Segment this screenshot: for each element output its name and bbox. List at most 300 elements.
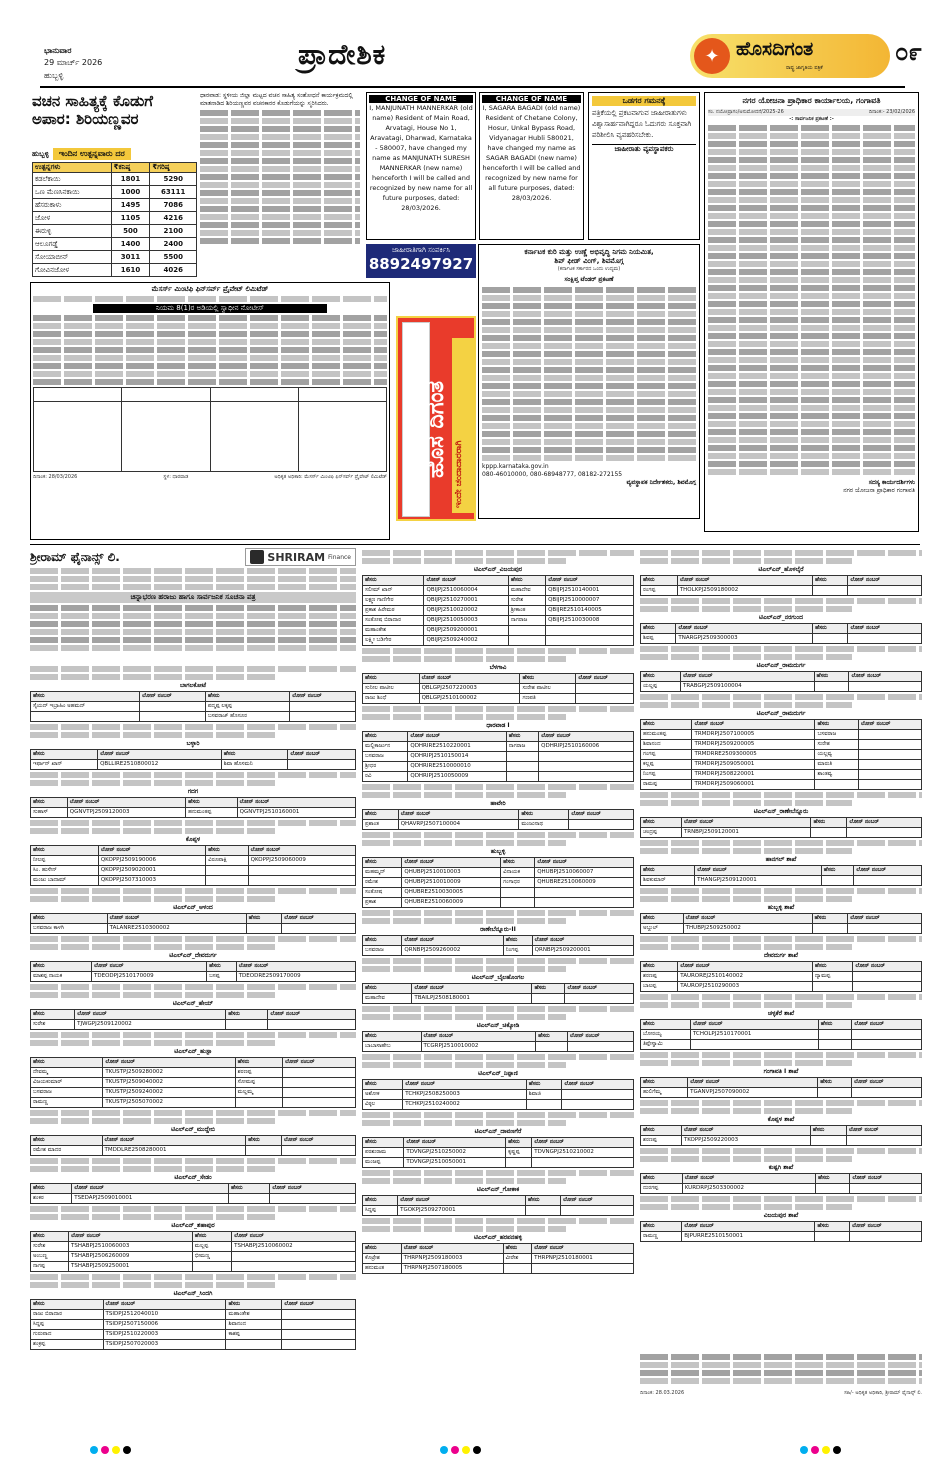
loan-cell: ಸಿಂ. ಹುಸೇನ್ bbox=[31, 866, 99, 876]
loan-cell: ಮಂಜು ಬಾದಾಮ್ bbox=[31, 876, 99, 886]
loan-header: ಲೋನ್ ನಂಬರ್ bbox=[290, 692, 356, 702]
loan-cell: ರಾಮಣ್ಣ bbox=[31, 1098, 103, 1108]
table-row bbox=[363, 1158, 634, 1168]
loan-header: ಲೋನ್ ನಂಬರ್ bbox=[681, 1126, 810, 1136]
loan-header: ಹೆಸರು bbox=[363, 936, 402, 946]
tender-sub: (ಕರ್ನಾಟಕ ಸರ್ಕಾರದ ಒಂದು ಉದ್ಯಮ) bbox=[557, 266, 621, 272]
table-row bbox=[641, 982, 922, 992]
table-row bbox=[31, 1330, 356, 1340]
loan-cell bbox=[812, 586, 847, 596]
loan-table bbox=[30, 1009, 356, 1030]
loan-cell: ಶಿವಕುಮಾರ್ bbox=[641, 876, 695, 886]
loan-header: ಹೆಸರು bbox=[207, 962, 237, 972]
loan-cell: ಶರಣಪ್ಪ bbox=[641, 1136, 682, 1146]
branch-name: ಟಿಎಲ್ಎನ್_ನರಗುಂದ bbox=[759, 614, 803, 621]
shriram-date: ದಿನಾಂಕ: 28.03.2026 bbox=[640, 1390, 685, 1396]
branch-section bbox=[640, 1052, 922, 1098]
market-cell: ಹೆಸರುಕಾಳು bbox=[33, 199, 112, 212]
table-row bbox=[31, 712, 356, 722]
loan-cell: QHUBRE2510060009 bbox=[535, 878, 634, 888]
loan-header: ಲೋನ್ ನಂಬರ್ bbox=[107, 914, 246, 924]
loan-cell: ಮಹಾದೇವ bbox=[363, 994, 412, 1004]
branch-section bbox=[640, 646, 922, 692]
loan-cell: TSIDPJ2507020003 bbox=[103, 1340, 226, 1350]
branch-section bbox=[362, 1218, 634, 1274]
loan-cell: QDHRIRE2510000010 bbox=[408, 762, 506, 772]
loan-header: ಲೋನ್ ನಂಬರ್ bbox=[67, 798, 185, 808]
loan-cell: QHUBRE2510030005 bbox=[402, 888, 501, 898]
loan-table bbox=[640, 719, 922, 790]
loan-cell bbox=[506, 762, 538, 772]
table-row bbox=[641, 730, 922, 740]
section-title: ಪ್ರಾದೇಶಿಕ bbox=[298, 38, 387, 71]
shriram-notice: ಚಿನ್ನಾಭರಣ ಹರಾಜು ಹಾಗೂ ಸಾರ್ವಜನಿಕ ಸೂಚನಾ ಪತ್ರ bbox=[30, 592, 356, 603]
loan-cell bbox=[850, 1184, 922, 1194]
page-number: ೦೯ bbox=[895, 38, 922, 66]
loan-header: ಹೆಸರು bbox=[818, 1020, 852, 1030]
loan-cell: QHUBPJ2510010009 bbox=[402, 878, 501, 888]
market-cell: 1801 bbox=[111, 173, 150, 186]
loan-cell bbox=[810, 1136, 846, 1146]
loan-header: ಹೆಸರು bbox=[812, 576, 847, 586]
loan-cell: ಸಿದ್ದಪ್ಪ bbox=[31, 1320, 104, 1330]
loan-cell: KURDRPJ2503300002 bbox=[682, 1184, 815, 1194]
table-row bbox=[31, 1252, 356, 1262]
loan-header: ಲೋನ್ ನಂಬರ್ bbox=[852, 1020, 922, 1030]
table-row bbox=[641, 740, 922, 750]
table-row bbox=[641, 1088, 922, 1098]
market-cell: 5290 bbox=[150, 173, 197, 186]
loan-cell bbox=[206, 876, 249, 886]
loan-cell: TRMDRRE2509300005 bbox=[692, 750, 815, 760]
loan-cell: ಭೀಮಣ್ಣ bbox=[192, 1252, 231, 1262]
loan-header: ಹೆಸರು bbox=[226, 1010, 268, 1020]
loan-cell: ಸುರೇಶ bbox=[508, 596, 545, 606]
branch-name: ಟಿಎಲ್ಎನ್_ಚಿಕ್ಕೋಡಿ bbox=[476, 1022, 520, 1029]
color-registration-left bbox=[90, 1446, 131, 1454]
loan-header: ಲೋನ್ ನಂಬರ್ bbox=[846, 1126, 921, 1136]
branch-section bbox=[30, 984, 356, 1030]
branch-name: ರಾಣೇಬೆನ್ನೂರು-II bbox=[480, 926, 516, 933]
loan-cell: ಶಿವಾಜಿ bbox=[526, 1090, 562, 1100]
loan-cell: QBLGPJ2510100002 bbox=[419, 694, 520, 704]
table-row bbox=[641, 760, 922, 770]
market-row bbox=[33, 251, 197, 264]
loan-cell: ಶಿವಾನಂದ bbox=[226, 1320, 282, 1330]
loan-header: ಹೆಸರು bbox=[815, 1174, 849, 1184]
loan-cell: TCHKPJ2508250003 bbox=[403, 1090, 526, 1100]
loan-cell: ಮಲ್ಲಿಕಾರ್ಜುನ bbox=[363, 742, 408, 752]
table-row bbox=[363, 898, 634, 908]
loan-cell bbox=[814, 682, 849, 692]
loan-cell: QBIJPJ2510000007 bbox=[546, 596, 634, 606]
loan-cell: ಸಲೀಮ್ ಖಾನ್ bbox=[363, 586, 424, 596]
loan-header: ಹೆಸರು bbox=[501, 858, 535, 868]
ad-contact-label: ಜಾಹೀರಾತಿಗಾಗಿ ಸಂಪರ್ಕಿಸಿ bbox=[391, 246, 451, 254]
loan-cell: QDHRIPJ2510160006 bbox=[539, 742, 634, 752]
loan-cell: ದೇವಮ್ಮ bbox=[31, 1068, 103, 1078]
loan-table bbox=[30, 749, 356, 770]
loan-header: ಲೋನ್ ನಂಬರ್ bbox=[103, 1300, 226, 1310]
market-cell: ಒಣ ಮೆಣಸಿನಕಾಯಿ bbox=[33, 186, 112, 199]
loan-cell: ರಂಗಪ್ಪ bbox=[641, 586, 678, 596]
table-row bbox=[641, 634, 922, 644]
loan-cell: ಬಸವರಾಜ bbox=[363, 752, 408, 762]
table-row bbox=[363, 820, 634, 830]
loan-cell bbox=[815, 1184, 849, 1194]
branch-section bbox=[30, 936, 356, 982]
loan-cell: QKOPPJ2509060009 bbox=[248, 856, 355, 866]
loan-header: ಹೆಸರು bbox=[506, 1138, 532, 1148]
loan-header: ಲೋನ್ ನಂಬರ್ bbox=[72, 1184, 229, 1194]
loan-header: ಲೋನ್ ನಂಬರ್ bbox=[692, 720, 815, 730]
masthead-date: 29 ಮಾರ್ಚ್ 2026 bbox=[44, 58, 103, 67]
loan-header: ಲೋನ್ ನಂಬರ್ bbox=[424, 576, 508, 586]
loan-cell: QBIJPJ2510020002 bbox=[424, 606, 508, 616]
loan-header: ಲೋನ್ ನಂಬರ್ bbox=[282, 1300, 356, 1310]
loan-header: ಹೆಸರು bbox=[503, 936, 532, 946]
branch-name: ಟಿಎಲ್ಎನ್_ದೇವದುರ್ಗ bbox=[169, 952, 217, 959]
loan-header: ಲೋನ್ ನಂಬರ್ bbox=[853, 962, 922, 972]
loan-table bbox=[640, 623, 922, 644]
table-row bbox=[363, 888, 634, 898]
table-row bbox=[31, 972, 356, 982]
loan-cell: TGOKPJ2509270001 bbox=[398, 1206, 526, 1216]
table-row bbox=[641, 1040, 922, 1050]
con2-text: I, SAGARA BAGADI (old name) Resident of Chetane Colony, Hosur, Unkal Bypass Road, Vidyanagar Hubli 580021, have changed my name as SAGAR BAGADI (new name) henceforth I will be called and recognized by new name for all future purposes, dated: 28/03/2026. bbox=[482, 104, 581, 202]
loan-cell bbox=[226, 1340, 282, 1350]
loan-cell: TKUSTPJ2509240002 bbox=[103, 1088, 235, 1098]
loan-header: ಹೆಸರು bbox=[815, 720, 858, 730]
mitti-company: ಮೆಸರ್ಸ್ ಮಿಂಟಿಫಿ ಫಿನ್‌ಸರ್ವ್ ಪ್ರೈವೇಟ್ ಲಿಮಿಟೆಡ್ bbox=[151, 285, 269, 293]
market-cell: 1495 bbox=[111, 199, 150, 212]
loan-cell bbox=[569, 820, 634, 830]
table-row bbox=[641, 750, 922, 760]
loan-header: ಲೋನ್ ನಂಬರ್ bbox=[237, 798, 355, 808]
table-row bbox=[363, 1100, 634, 1110]
branch-name: ಟಿಎಲ್ಎನ್_ರಾಮದುರ್ಗ bbox=[756, 710, 806, 717]
branch-section bbox=[362, 1112, 634, 1168]
loan-cell: ಇರ್ಫಾನ್ ಖಾನ್ bbox=[31, 760, 98, 770]
loan-header: ಹೆಸರು bbox=[31, 914, 108, 924]
loan-header: ಹೆಸರು bbox=[31, 1300, 104, 1310]
table-row bbox=[31, 808, 356, 818]
loan-cell bbox=[508, 636, 545, 646]
table-row bbox=[641, 1184, 922, 1194]
loan-cell: BJPURRE2510150001 bbox=[682, 1232, 815, 1242]
color-registration-right bbox=[800, 1446, 841, 1454]
loan-cell: ಬಸವರಾಜ bbox=[363, 946, 402, 956]
ad-contact-phone: 8892497927 bbox=[368, 255, 474, 273]
loan-header: ಲೋನ್ ನಂಬರ್ bbox=[576, 674, 634, 684]
loan-cell: ಪರಶುರಾಮ bbox=[363, 1148, 404, 1158]
loan-header: ಹೆಸರು bbox=[641, 1174, 683, 1184]
market-cell: ಆಲೂಗಡ್ಡೆ bbox=[33, 238, 112, 251]
loan-cell: TMDDLRE2508280001 bbox=[102, 1146, 246, 1156]
town-planning-notice bbox=[704, 92, 919, 532]
loan-table bbox=[30, 1135, 356, 1156]
loan-cell: THANGPJ2509120001 bbox=[695, 876, 822, 886]
loan-header: ಹೆಸರು bbox=[503, 1244, 532, 1254]
loan-table bbox=[640, 1221, 922, 1242]
loan-cell bbox=[853, 972, 922, 982]
table-row bbox=[363, 1206, 634, 1216]
shriram-logo: SHRIRAM bbox=[267, 550, 326, 564]
loan-cell: ಬಸವರಾಜ್ ಹೊಸೂರ bbox=[205, 712, 289, 722]
loan-cell: ಸಂತೋಷ bbox=[363, 888, 402, 898]
loan-cell: ನಿಂಗಪ್ಪ bbox=[503, 946, 532, 956]
con1-heading: CHANGE OF NAME bbox=[369, 95, 473, 103]
loan-cell: ಅಬ್ದುಲ್ bbox=[641, 924, 684, 934]
market-row bbox=[33, 186, 197, 199]
loan-cell: TCHOLPJ2510170001 bbox=[690, 1030, 818, 1040]
table-row bbox=[641, 1136, 922, 1146]
branch-section bbox=[30, 820, 356, 886]
loan-cell: ಶಾಂತವ್ವ bbox=[815, 770, 858, 780]
loan-cell: THUBPJ2509250002 bbox=[683, 924, 812, 934]
shriram-header bbox=[30, 548, 356, 666]
table-row bbox=[31, 1340, 356, 1350]
branch-name: ಟಿಎಲ್ಎನ್_ಹೊಳಲ್ಕೆರೆ bbox=[758, 566, 804, 573]
loan-header: ಲೋನ್ ನಂಬರ್ bbox=[677, 576, 812, 586]
loan-cell bbox=[290, 702, 356, 712]
branch-section bbox=[30, 888, 356, 934]
loan-cell: QRNBPJ2509200001 bbox=[532, 946, 633, 956]
table-row bbox=[363, 1148, 634, 1158]
loan-cell: ದುರಗಪ್ಪ bbox=[641, 1184, 683, 1194]
loan-header: ಹೆಸರು bbox=[31, 1184, 72, 1194]
loan-cell: TSHABPJ2510060002 bbox=[232, 1242, 356, 1252]
loan-cell: ಮಹಾದೇವ bbox=[508, 586, 545, 596]
loan-header: ಲೋನ್ ನಂಬರ್ bbox=[539, 732, 634, 742]
loan-header: ಹೆಸರು bbox=[363, 1196, 398, 1206]
table-row bbox=[641, 586, 922, 596]
loan-cell bbox=[226, 1020, 268, 1030]
loan-cell: ವೀರೇಶ bbox=[503, 1254, 532, 1264]
possession-notice bbox=[30, 282, 390, 540]
loan-cell: ರಾಮಣ್ಣ bbox=[641, 1232, 682, 1242]
loan-header: ಹೆಸರು bbox=[641, 720, 692, 730]
loan-table bbox=[640, 817, 922, 838]
loan-cell: QDHRIPJ2510050009 bbox=[408, 772, 506, 782]
loan-cell: TRNBPJ2509120001 bbox=[681, 828, 811, 838]
market-cell: 1000 bbox=[111, 186, 150, 199]
loan-cell bbox=[849, 1232, 921, 1242]
table-row bbox=[31, 1068, 356, 1078]
loan-cell: TKUSTPJ2505070002 bbox=[103, 1098, 235, 1108]
loan-header: ಲೋನ್ ನಂಬರ್ bbox=[398, 810, 519, 820]
loan-cell bbox=[818, 1088, 852, 1098]
table-row bbox=[363, 694, 634, 704]
loan-cell: TSIDPJ2512040010 bbox=[103, 1310, 226, 1320]
loan-cell: TKUSTPJ2509280002 bbox=[103, 1068, 235, 1078]
loan-header: ಹೆಸರು bbox=[31, 1232, 69, 1242]
loan-cell bbox=[508, 626, 545, 636]
loan-cell: ನಾಗರಾಜ bbox=[506, 742, 538, 752]
loan-cell bbox=[503, 1264, 532, 1274]
table-row bbox=[31, 702, 356, 712]
loan-header: ಲೋನ್ ನಂಬರ್ bbox=[102, 1136, 246, 1146]
loan-cell: TSHABPJ2509250001 bbox=[68, 1262, 192, 1272]
table-row bbox=[363, 636, 634, 646]
table-row bbox=[363, 1042, 634, 1052]
loan-cell bbox=[815, 1232, 850, 1242]
loan-header: ಹೆಸರು bbox=[363, 732, 408, 742]
loan-cell: QHUBPJ2510060007 bbox=[535, 868, 634, 878]
loan-cell: ರಾಮಪ್ಪ bbox=[641, 780, 692, 790]
table-row bbox=[641, 1232, 922, 1242]
loan-header: ಹೆಸರು bbox=[363, 1244, 402, 1254]
loan-cell bbox=[811, 828, 847, 838]
branch-name: ಕುಷ್ಟಗಿ ಶಾಖೆ bbox=[768, 1164, 794, 1171]
loan-cell bbox=[248, 876, 355, 886]
loan-header: ಲೋನ್ ನಂಬರ್ bbox=[232, 1232, 356, 1242]
section-divider bbox=[30, 544, 920, 545]
loan-table bbox=[30, 1299, 356, 1350]
branch-section bbox=[362, 832, 634, 908]
ad-subscribe: ಇಂದೇ ಚಂದಾದಾರರಾಗಿ bbox=[454, 440, 464, 508]
loan-cell bbox=[848, 586, 922, 596]
loan-cell: ಪದ್ಮಪ್ಪ ಲಕ್ಕಪ್ಪ bbox=[205, 702, 289, 712]
paper-logo-bar bbox=[690, 34, 890, 78]
loan-table bbox=[30, 1183, 356, 1204]
loan-cell bbox=[546, 626, 634, 636]
loan-cell bbox=[235, 1098, 282, 1108]
loan-cell bbox=[283, 1098, 356, 1108]
tender-site[interactable]: kppp.karnataka.gov.in bbox=[482, 463, 549, 470]
tp-title: ನಗರ ಯೋಜನಾ ಪ್ರಾಧಿಕಾರ ಕಾರ್ಯಾಲಯ, ಗಂಗಾವತಿ bbox=[742, 96, 881, 105]
loan-header: ಹೆಸರು bbox=[31, 692, 140, 702]
loan-cell: ನಾಗರಾಜ bbox=[508, 616, 545, 626]
loan-cell: ಬಾಬಾಸಾಹೇಬ bbox=[363, 1042, 422, 1052]
branch-name: ಹುಬ್ಬಳ್ಳಿ ಶಾಖೆ bbox=[767, 904, 795, 911]
loan-cell: ಶಂಕರ bbox=[31, 1194, 72, 1204]
loan-cell bbox=[858, 750, 921, 760]
auction-column-2 bbox=[362, 548, 634, 1434]
loan-cell bbox=[282, 924, 356, 934]
loan-cell bbox=[532, 1264, 634, 1274]
loan-header: ಲೋನ್ ನಂಬರ್ bbox=[140, 692, 206, 702]
loan-cell bbox=[562, 1100, 634, 1110]
loan-table bbox=[362, 731, 634, 782]
branch-section bbox=[640, 598, 922, 644]
loan-header: ಲೋನ್ ನಂಬರ್ bbox=[532, 1138, 634, 1148]
loan-table bbox=[362, 1137, 634, 1168]
table-row bbox=[31, 1020, 356, 1030]
mitti-notice: ನಿಯಮ 8(1)ರ ಅಡಿಯಲ್ಲಿ ಸ್ವಾಧೀನ ನೋಟೀಸ್ bbox=[93, 304, 327, 313]
loan-header: ಹೆಸರು bbox=[229, 1184, 270, 1194]
loan-cell: QBIJPJ2510060004 bbox=[424, 586, 508, 596]
loan-header: ಹೆಸರು bbox=[31, 1058, 103, 1068]
loan-header: ಹೆಸರು bbox=[235, 1058, 282, 1068]
loan-cell: TAUROPJ2510290003 bbox=[678, 982, 813, 992]
branch-name: ಬಾಗಲಕೋಟೆ bbox=[179, 682, 207, 689]
branch-section bbox=[640, 694, 922, 790]
loan-header: ಲೋನ್ ನಂಬರ್ bbox=[404, 1138, 506, 1148]
loan-cell: TRMDRPJ2509050001 bbox=[692, 760, 815, 770]
loan-cell bbox=[546, 636, 634, 646]
loan-header: ಹೆಸರು bbox=[246, 1136, 282, 1146]
loan-header: ಲೋನ್ ನಂಬರ್ bbox=[848, 624, 922, 634]
loan-cell: TKUSTPJ2509040002 bbox=[103, 1078, 235, 1088]
tender-title2: ಶಿಪ್ ಫೀಡ್ ವಿಂಗ್, ಶಿವಮೊಗ್ಗ bbox=[554, 257, 624, 265]
branch-name: ವಿಜಯಪುರ ಶಾಖೆ bbox=[763, 1212, 799, 1219]
shriram-sign: ಸಹಿ/- ಅಧಿಕೃತ ಅಧಿಕಾರಿ, ಶ್ರೀರಾಮ್ ಫೈನಾನ್ಸ್ ಲಿ. bbox=[844, 1390, 922, 1396]
loan-cell bbox=[812, 924, 848, 934]
loan-header: ಲೋನ್ ನಂಬರ್ bbox=[850, 1174, 922, 1184]
market-row bbox=[33, 199, 197, 212]
table-row bbox=[31, 1146, 356, 1156]
shriram-logo-icon bbox=[250, 550, 264, 564]
loan-cell bbox=[565, 994, 634, 1004]
market-row bbox=[33, 173, 197, 186]
loan-cell bbox=[206, 866, 249, 876]
table-row bbox=[363, 626, 634, 636]
market-cell: 2100 bbox=[150, 225, 197, 238]
loan-header: ಹೆಸರು bbox=[525, 1196, 560, 1206]
loan-cell bbox=[268, 1020, 356, 1030]
loan-cell: QGNVTPJ2510160001 bbox=[237, 808, 355, 818]
loan-table bbox=[30, 961, 356, 982]
loan-cell: ದ್ಯಾಮಪ್ಪ bbox=[812, 972, 853, 982]
masthead-city: ಹುಬ್ಬಳ್ಳಿ bbox=[44, 71, 64, 80]
loan-table bbox=[640, 1077, 922, 1098]
loan-cell: ಕೃಷ್ಣಪ್ಪ bbox=[506, 1148, 532, 1158]
loan-header: ಲೋನ್ ನಂಬರ್ bbox=[421, 1032, 536, 1042]
branch-name: ಟಿಎಲ್ಎನ್_ಗೋಕಾಕ bbox=[476, 1186, 520, 1193]
market-h0: ಉತ್ಪನ್ನಗಳು bbox=[33, 163, 112, 173]
loan-cell bbox=[535, 898, 634, 908]
branch-section bbox=[30, 1274, 356, 1350]
shriram-logo-sub: Finance bbox=[328, 553, 351, 561]
change-of-name-1 bbox=[366, 92, 476, 240]
market-cell: 2400 bbox=[150, 238, 197, 251]
table-row bbox=[31, 1262, 356, 1272]
loan-cell: TRABGPJ2509100004 bbox=[681, 682, 815, 692]
table-row bbox=[363, 772, 634, 782]
loan-header: ಲೋನ್ ನಂಬರ್ bbox=[682, 1222, 815, 1232]
branch-section bbox=[30, 1206, 356, 1272]
table-row bbox=[363, 878, 634, 888]
readers-body: ಪತ್ರಿಕೆಯಲ್ಲಿ ಪ್ರಕಟವಾಗುವ ಜಾಹೀರಾತುಗಳು ವಿಶ್ವಾಸಾರ್ಹವಾಗಿದ್ದರೂ ಓದುಗರು ಸೂಕ್ತವಾಗಿ ಪರಿಶೀಲಿಸಿ ವ್ಯವಹರಿಸಬೇಕು. bbox=[592, 109, 692, 139]
loan-header: ಲೋನ್ ನಂಬರ್ bbox=[268, 1010, 356, 1020]
loan-cell: ಲಕ್ಷ್ಮಣ ಗಾಣಿಗೇರ bbox=[363, 596, 424, 606]
branch-section bbox=[640, 888, 922, 934]
loan-table bbox=[640, 1125, 922, 1146]
loan-cell: ವಿಠ್ಠಲ bbox=[363, 1100, 403, 1110]
loan-cell: TNARGPJ2509300003 bbox=[676, 634, 813, 644]
loan-table bbox=[362, 983, 634, 1004]
loan-header: ಲೋನ್ ನಂಬರ್ bbox=[678, 962, 813, 972]
loan-cell bbox=[852, 1040, 922, 1050]
loan-cell: THRPNPJ2509180003 bbox=[401, 1254, 503, 1264]
table-row bbox=[641, 972, 922, 982]
loan-cell bbox=[506, 772, 538, 782]
branch-name: ಗಂಗಾವತಿ I ಶಾಖೆ bbox=[763, 1068, 799, 1075]
loan-cell bbox=[846, 1136, 921, 1146]
loan-cell: THOLKPJ2509180002 bbox=[677, 586, 812, 596]
loan-header: ಹೆಸರು bbox=[641, 914, 684, 924]
branch-name: ಬೆಳಗಾವಿ bbox=[489, 664, 507, 671]
loan-cell: TRMDRPJ2508220001 bbox=[692, 770, 815, 780]
loan-header: ಲೋನ್ ನಂಬರ್ bbox=[688, 1078, 818, 1088]
loan-header: ಹೆಸರು bbox=[812, 962, 853, 972]
ad-logo: ಹೊಸ ದಿಗಂತ bbox=[424, 380, 449, 478]
branch-name: ಟಿಎಲ್ಎನ್_ಆಳಂದ bbox=[173, 904, 213, 911]
mitti-date: ದಿನಾಂಕ: 28/03/2026 bbox=[33, 474, 78, 480]
loan-cell bbox=[506, 1158, 532, 1168]
loan-cell: TDEODRE2509170009 bbox=[236, 972, 355, 982]
